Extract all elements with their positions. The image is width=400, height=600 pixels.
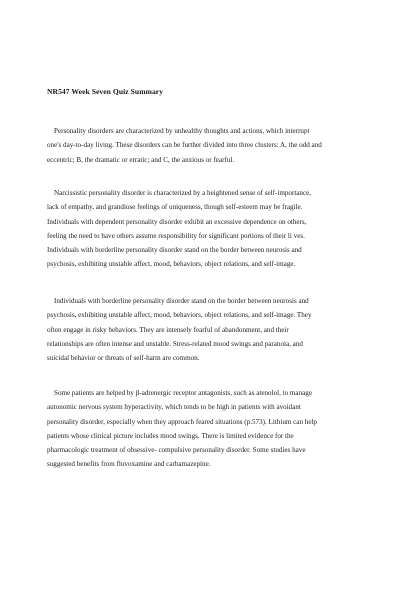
paragraph-borderline bbox=[47, 294, 365, 365]
paragraph-line: Some patients are helped by β-adrenergic receptor antagonists, such as atenolol, to manage bbox=[54, 389, 312, 397]
paragraph-line: Narcissistic personality disorder is characterized by a heightened sense of self-importance, bbox=[54, 189, 312, 197]
paragraph-pharmacologic-treatment bbox=[47, 386, 365, 472]
paragraph-line: often engage in risky behaviors. They are intensely fearful of abandonment, and their bbox=[47, 325, 289, 334]
paragraph-line: lack of empathy, and grandiose feelings of uniqueness, though self-esteem may be fragile. bbox=[47, 203, 303, 212]
paragraph-line: patients whose clinical picture includes mood swings. There is limited evidence for the bbox=[47, 431, 294, 440]
paragraph-narcissistic-dependent bbox=[47, 186, 365, 272]
paragraph-line: Personality disorders are characterized by unhealthy thoughts and actions, which interrupt bbox=[54, 127, 310, 135]
paragraph-line: psychosis, exhibiting unstable affect, mood, behaviors, object relations, and self-image. They bbox=[47, 311, 312, 320]
paragraph-line: feeling the need to have others assume responsibility for significant portions of their li ves. bbox=[47, 231, 305, 240]
paragraph-line: psychosis, exhibiting unstable affect, mood, behaviors, object relations, and self-image. bbox=[47, 260, 296, 269]
paragraph-line: Individuals with borderline personality disorder stand on the border between neurosis and bbox=[54, 297, 309, 305]
paragraph-line: Individuals with dependent personality disorder exhibit an excessive dependence on others, bbox=[47, 217, 307, 226]
paragraph-line: personality disorder, especially when they approach feared situations (p.573). Lithium can help bbox=[47, 417, 317, 426]
paragraph-line: Individuals with borderline personality disorder stand on the border between neurosis and bbox=[47, 246, 302, 255]
document-title: NR547 Week Seven Quiz Summary bbox=[47, 87, 164, 96]
paragraph-line: suggested benefits from fluvoxamine and carbamazepine. bbox=[47, 460, 211, 469]
paragraph-line: one's day-to-day living. These disorders can be further divided into three clusters: A, the odd and bbox=[47, 141, 322, 150]
paragraph-line: pharmacologic treatment of obsessive- compulsive personality disorder. Some studies have bbox=[47, 446, 306, 455]
paragraph-line: suicidal behavior or threats of self-harm are common. bbox=[47, 354, 200, 363]
paragraph-cluster-overview bbox=[47, 124, 365, 167]
paragraph-line: autonomic nervous system hyperactivity, which tends to be high in patients with avoidant bbox=[47, 403, 301, 412]
paragraph-line: eccentric; B, the dramatic or erratic; and C, the anxious or fearful. bbox=[47, 155, 235, 164]
paragraph-line: relationships are often intense and unstable. Stress-related mood swings and paranoia, and bbox=[47, 339, 303, 348]
